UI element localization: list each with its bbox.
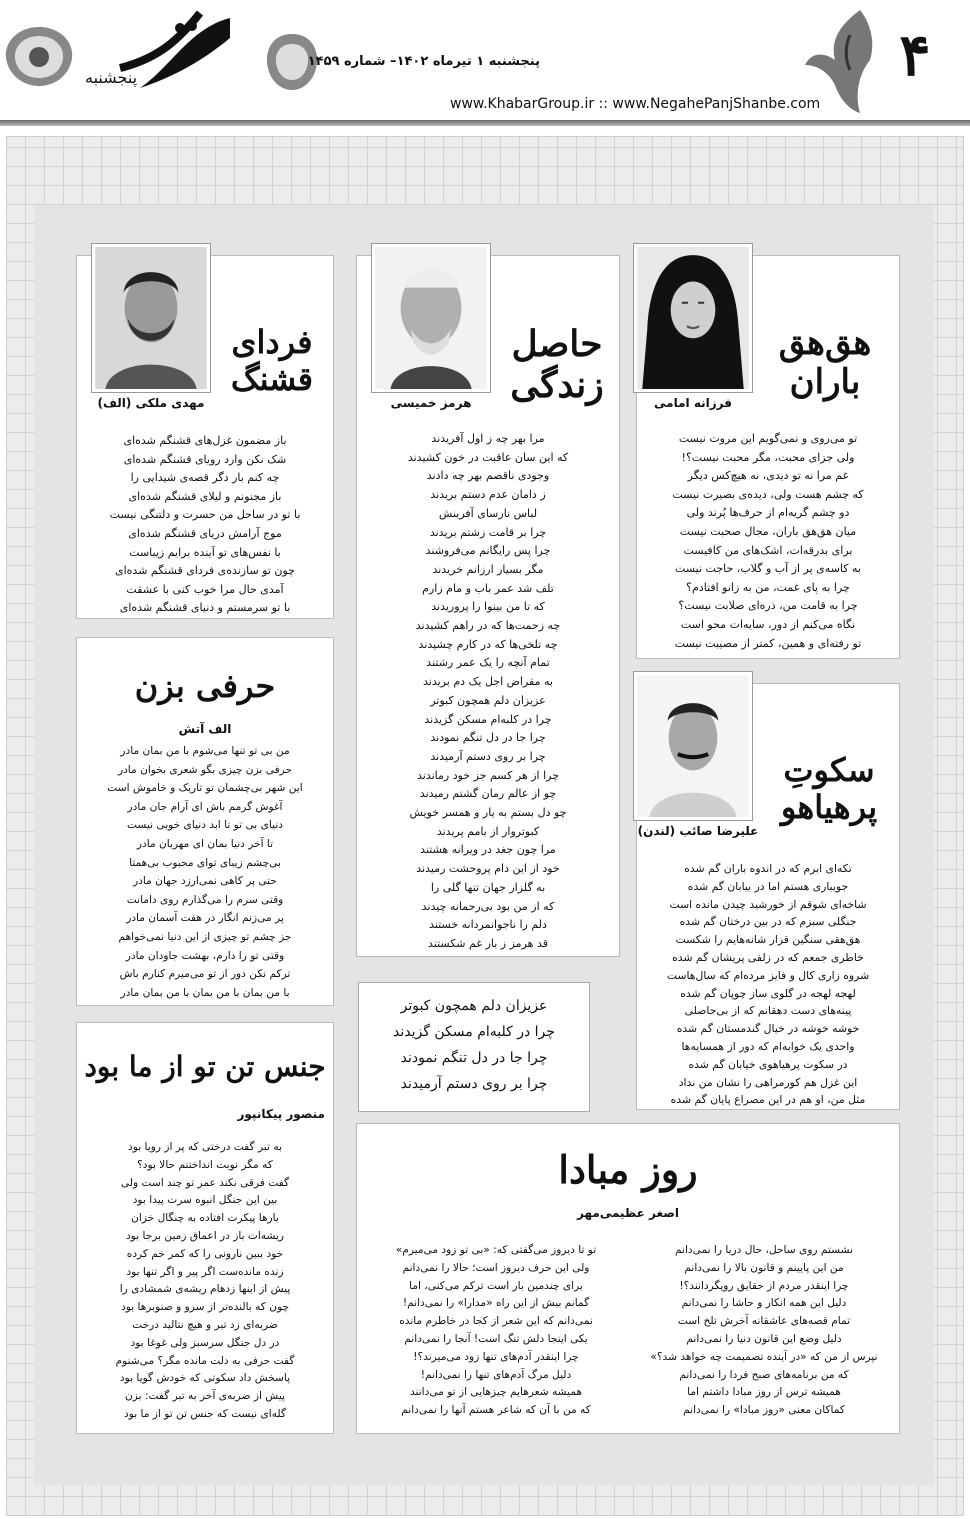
poem-text bbox=[81, 742, 329, 1002]
poem-line: برای چندمین بار است ترکم می‌کنی، اما bbox=[409, 1279, 583, 1292]
poem-line: شاخه‌ای شوقم از خورشید چیدن مانده است bbox=[669, 897, 867, 911]
poem-line: دو چشم گریه‌ام از حرف‌ها پُرند ولی bbox=[686, 506, 850, 520]
poem-line: چون تو سازنده‌ی فردای قشنگم شده‌ای bbox=[115, 564, 295, 578]
ornament-left-icon bbox=[0, 22, 78, 92]
poem-text bbox=[642, 860, 894, 1109]
poem-line: میان هق‌هق باران، مجال صحبت نیست bbox=[679, 524, 857, 538]
poem-line: قد هرمز ز بار غم شکستند bbox=[428, 936, 548, 950]
poem-line: چرا در کلبه‌ام مسکن گزیدند bbox=[424, 712, 552, 726]
page-number: ۴ bbox=[899, 21, 931, 89]
poem-line: ولی این حرف دیروز است؛ حالا را نمی‌دانم bbox=[402, 1261, 590, 1274]
poem-line: دنیای بی تو تا ابد دنیای خوبی نیست bbox=[127, 819, 283, 832]
author-name: هرمز خمیسی bbox=[390, 396, 472, 410]
poem-line: تا آخر دنیا بمان ای مهربان مادر bbox=[136, 837, 274, 850]
poem-line: تو می‌روی و نمی‌گویم این مروت نیست bbox=[678, 432, 858, 445]
poem-line: حرفی بزن چیزی بگو شعری بخوان مادر bbox=[117, 763, 293, 776]
poem-line: شک نکن وارد رویای قشنگم شده‌ای bbox=[123, 452, 287, 466]
logo-subtitle: پنجشنبه bbox=[85, 68, 138, 87]
poem-line: گله‌ای نیست که جنس تن تو از ما بود bbox=[124, 1407, 286, 1420]
author-name: مهدی ملکی (الف) bbox=[97, 396, 205, 410]
quote-line: چرا بر روی دستم آرمیدند bbox=[400, 1076, 548, 1092]
poem-line: که مگر نوبت انداختنم حالا بود؟ bbox=[137, 1158, 273, 1171]
article-haqhaq-baran bbox=[636, 255, 900, 659]
article-fardaye-ghashang bbox=[76, 255, 334, 619]
article-title bbox=[213, 324, 331, 398]
poem-line: نشستم روی ساحل، حال دریا را نمی‌دانم bbox=[674, 1244, 854, 1256]
poem-line: آمدی حال مرا خوب کنی با عشقت bbox=[126, 582, 284, 596]
poem-line: به مقراض اجل یک دم بریدند bbox=[423, 675, 553, 689]
title-line: هق‌هق bbox=[778, 323, 872, 363]
poem-line: آغوش گرمم باش ای آرام جان مادر bbox=[127, 800, 283, 813]
poem-line: چون که بالنده‌تر از سرو و صنوبرها بود bbox=[120, 1301, 290, 1314]
poem-line: پینه‌های دست دهقانم که از بی‌حاصلی bbox=[684, 1004, 852, 1018]
poem-text bbox=[81, 1139, 329, 1424]
quote-line: چرا در کلبه‌ام مسکن گزیدند bbox=[393, 1024, 555, 1040]
poem-line: با نفس‌های تو آینده برایم زیباست bbox=[129, 545, 281, 559]
poem-line: که من با آن که شاعر هستم آنها را نمی‌دانم bbox=[401, 1404, 591, 1417]
article-title bbox=[492, 324, 622, 407]
poem-line: تکه‌ای ابرم که در اندوه باران گم شده bbox=[684, 862, 852, 875]
poem-line: عزیزان دلم همچون کبوتر bbox=[430, 693, 546, 707]
article-sokut-porhayahu bbox=[636, 683, 900, 1110]
quote-line: چرا جا در دل تنگم نمودند bbox=[400, 1050, 548, 1066]
poem-line: بین این جنگل انبوه سرت پیدا بود bbox=[132, 1194, 278, 1207]
poem-line: باز مضمون غزل‌های قشنگم شده‌ای bbox=[123, 434, 287, 447]
poem-line: مرا چون جغد در ویرانه هشتند bbox=[420, 843, 556, 857]
poem-line: چو از عالم رمان گشتم رمیدند bbox=[419, 787, 557, 801]
poem-text bbox=[362, 430, 614, 954]
poem-line: لهجه لهجه در گلوی ساز چوپان گم شده bbox=[680, 986, 856, 1000]
poem-line: وقتی سرم را می‌گذارم روی دامانت bbox=[126, 893, 284, 906]
poem-line: پر می‌زنم انگار در هفت آسمان مادر bbox=[126, 912, 284, 925]
poem-line: خود ببین نارونی را که کمر خم کرده bbox=[126, 1247, 284, 1260]
poem-line: به گلزار جهان تنها گلی را bbox=[430, 880, 546, 894]
author-name: اصغر عظیمی‌مهر bbox=[577, 1206, 679, 1220]
portrait-icon bbox=[95, 247, 207, 389]
website-links[interactable]: www.KhabarGroup.ir :: www.NegahePanjShanbe.com bbox=[450, 96, 821, 112]
poem-line: در دل جنگل سرسبز ولی غوغا بود bbox=[130, 1336, 280, 1349]
poem-line: چرا به قامت من، ذره‌ای صلابت نیست؟ bbox=[678, 599, 858, 613]
author-photo-alireza bbox=[633, 671, 753, 821]
poem-line: من این پایینم و قانون بالا را نمی‌دانم bbox=[684, 1261, 844, 1274]
poem-line: چو دل بستم به یار و همسر خویش bbox=[409, 806, 567, 820]
poem-line: حتی پر کاهی نمی‌ارزد جهان مادر bbox=[133, 875, 277, 888]
header-divider bbox=[0, 120, 970, 126]
poem-column-right bbox=[637, 1242, 891, 1420]
poem-line: چه کنم بار دگر قصه‌ی شیدایی را bbox=[130, 471, 280, 485]
title-line: باران bbox=[789, 362, 861, 403]
poem-line: واحدی یک خوابه‌ام که دور از همسایه‌ها bbox=[681, 1039, 855, 1053]
poem-line: چرا بر روی دستم آرمیدند bbox=[430, 749, 546, 763]
poem-line: با تو سرمستم و دنیای قشنگم شده‌ای bbox=[119, 601, 291, 615]
poem-line: لباس نارسای آفرینش bbox=[438, 506, 538, 520]
poem-line: که این سان عاقبت در خون کشیدند bbox=[407, 450, 569, 464]
phoenix-icon bbox=[800, 5, 880, 115]
poem-line: چرا از هر کسم جز خود رماندند bbox=[417, 768, 559, 782]
poem-line: خود از این دام پروحشت رمیدند bbox=[416, 862, 560, 876]
poem-line: پاسخش داد سکوتی که خودش گویا بود bbox=[119, 1372, 291, 1385]
poem-line: چرا بر قامت زشتم بریدند bbox=[429, 525, 547, 539]
poem-line: جنگلی سبزم که در بین درختان گم شده bbox=[679, 915, 857, 929]
poem-line: دلیل مرگ آدم‌های تنها را نمی‌دانم! bbox=[420, 1368, 572, 1381]
poem-line: یکی اینجا دلش تنگ است! آنجا را نمی‌دانم bbox=[404, 1332, 588, 1345]
poem-line: تو رفته‌ای و همین، کمتر از مصیبت نیست bbox=[674, 636, 862, 650]
poem-line: به کاسه‌ی پر از آب و گلاب، حاجت نیست bbox=[675, 562, 861, 576]
poem-line: مگر بسیار ارزانم خریدند bbox=[432, 562, 544, 576]
poem-line: به تبر گفت درختی که پر از رویا بود bbox=[128, 1141, 282, 1153]
article-ruz-mabada bbox=[356, 1123, 900, 1434]
poem-line: گمانم بیش از این راه «مدارا» را نمی‌دانم! bbox=[402, 1297, 590, 1310]
author-name: منصور پیکانپور bbox=[237, 1107, 325, 1121]
poem-line: که چشم هست ولی، دیده‌ی بصیرت نیست bbox=[672, 487, 864, 501]
poem-line: دلم را ناجوانمردانه خستند bbox=[429, 918, 547, 932]
article-harfi-bezan bbox=[76, 637, 334, 1006]
poem-line: که تا من بینوا را پروریدند bbox=[431, 600, 545, 614]
title-line: قشنگ bbox=[230, 359, 314, 398]
poem-line: این غزل هم کورمراهی را نشان من نداد bbox=[678, 1075, 858, 1089]
poem-line: با من بمان با من بمان با من بمان مادر bbox=[120, 986, 290, 999]
author-name: الف آتش bbox=[178, 722, 232, 736]
poem-line: که از من بود بی‌رحمانه چیدند bbox=[421, 899, 555, 913]
poem-line: من بی تو تنها می‌شوم با من بمان مادر bbox=[120, 745, 290, 757]
poem-line: کبوتروار از بامم پریدند bbox=[436, 824, 540, 838]
poem-line: تلف شد عمر باب و مام زارم bbox=[422, 581, 554, 595]
portrait-icon bbox=[637, 247, 749, 389]
poem-line: پیش از ضربه‌ی آخر به تبر گفت: بزن bbox=[125, 1390, 285, 1403]
article-title: روز مبادا bbox=[558, 1147, 698, 1192]
article-title: جنس تن تو از ما بود bbox=[84, 1050, 326, 1083]
poem-line: خاطری جمعم که در زلفی پریشان گم شده bbox=[672, 950, 864, 964]
newspaper-logo bbox=[80, 8, 260, 108]
poem-text bbox=[642, 430, 894, 653]
poem-line: زنده مانده‌ست اگر پیر و اگر تنها بود bbox=[126, 1265, 284, 1278]
poem-line: تمام آنچه را یک عمر رشتند bbox=[426, 656, 550, 670]
poem-line: دلیل این همه انکار و حاشا را نمی‌دانم bbox=[681, 1297, 847, 1310]
poem-line: وجودی ناقصم بهر چه دادند bbox=[426, 469, 550, 483]
portrait-icon bbox=[637, 675, 749, 817]
poem-line: همیشه ترس از روز مبادا داشتم اما bbox=[687, 1386, 841, 1399]
poem-line: تمام قصه‌های عاشقانه آخرش تلخ است bbox=[677, 1315, 851, 1328]
title-line: پرهیاهو bbox=[780, 787, 878, 826]
author-photo-mehdi bbox=[91, 243, 211, 393]
author-photo-hormoz bbox=[371, 243, 491, 393]
poem-line: ز دامان عدم دستم بریدند bbox=[430, 488, 546, 502]
title-line: سکوتِ bbox=[783, 751, 875, 789]
poem-line: وقتی تو را دارم، بهشت جاودان مادر bbox=[125, 949, 285, 962]
title-line: زندگی bbox=[510, 364, 604, 407]
poem-line: غم مرا نه تو دیدی، نه هیچ‌کس دیگر bbox=[687, 469, 849, 483]
article-jens-tan bbox=[76, 1022, 334, 1434]
poem-line: چرا پس رایگانم می‌فروشند bbox=[425, 544, 551, 558]
poem-line: چرا به پای غمت، من به زانو افتادم؟ bbox=[686, 580, 850, 594]
poem-line: تو تا دیروز می‌گفتی که: «بی تو زود می‌میرم» bbox=[395, 1244, 597, 1256]
poem-line: چرا اینقدر مردم از حقایق رویگردانند؟! bbox=[679, 1279, 849, 1292]
article-title bbox=[765, 752, 893, 826]
poem-line: ریشه‌ات باز در اعماق زمین برجا بود bbox=[125, 1229, 285, 1242]
date-issue: پنجشنبه ۱ تیرماه ۱۴۰۲– شماره ۱۴۵۹ bbox=[307, 54, 540, 69]
poem-line: چرا اینقدر آدم‌های تنها زود می‌میرند؟! bbox=[413, 1350, 579, 1363]
poem-line: ترکم نکن دور از تو می‌میرم کنارم باش bbox=[119, 968, 291, 981]
poem-line: که من برنامه‌های صبح فردا را نمی‌دانم bbox=[679, 1368, 849, 1381]
poem-line: جویباری هستم اما در بیابان گم شده bbox=[687, 879, 849, 893]
poem-line: ولی جزای محبت، مگر محبت نیست؟! bbox=[681, 450, 855, 464]
poem-line: خوشه خوشه در خیال گندمستان گم شده bbox=[676, 1022, 860, 1036]
poem-line: بارها پیکرت افتاده به چنگال خزان bbox=[131, 1212, 279, 1225]
poem-line: ضربه‌ای زد تبر و هیچ نتالید درخت bbox=[132, 1318, 278, 1331]
poem-line: مرا بهر چه ز اول آفریدند bbox=[431, 432, 545, 445]
poem-line: موج آرامش دریای قشنگم شده‌ای bbox=[128, 526, 282, 540]
poem-line: با تو در ساحل من حسرت و دلتنگی نیست bbox=[109, 508, 301, 522]
poem-line: دلیل وضع این قانون دنیا را نمی‌دانم bbox=[686, 1332, 842, 1345]
author-name: فرزانه امامی bbox=[654, 396, 732, 410]
poem-line: برای بدرقه‌ات، اشک‌های من کافیست bbox=[683, 543, 853, 557]
title-line: حاصل bbox=[511, 323, 603, 365]
poem-line: کماکان معنی «روز مبادا» را نمی‌دانم bbox=[683, 1404, 845, 1417]
poem-line: این شهر بی‌چشمان تو تاریک و خاموش است bbox=[107, 782, 303, 795]
article-title bbox=[765, 324, 885, 402]
poem-text bbox=[82, 432, 328, 618]
poem-line: چرا جا در دل تنگم نمودند bbox=[430, 731, 546, 745]
poem-line: مثل من، او هم در این مصراع پایان گم شده bbox=[670, 1093, 866, 1107]
poem-line: پیش از اینها زدهام ریشه‌ی شمشادی را bbox=[119, 1283, 291, 1296]
quote-line: عزیزان دلم همچون کبوتر bbox=[400, 998, 548, 1014]
pull-quote bbox=[358, 982, 590, 1112]
poem-line: نگاه می‌کنم از دور، سایه‌ات محو است bbox=[680, 617, 856, 631]
poem-line: بی‌چشم زیبای توای محبوب بی‌همتا bbox=[129, 856, 281, 869]
poem-line: چه زحمت‌ها که در راهم کشیدند bbox=[415, 619, 561, 633]
poem-line: گفت فرقی نکند عمر تو چند است ولی bbox=[120, 1176, 290, 1189]
author-name: علیرضا صائب (لندن) bbox=[637, 824, 759, 838]
poem-line: همیشه شعرهایم چیزهایی از تو می‌دانند bbox=[409, 1386, 583, 1399]
poem-line: نمی‌دانم که این شعر از کجا در خاطرم مانده bbox=[399, 1315, 593, 1328]
poem-line: هق‌هقی سنگین قرار شانه‌هایم را شکست bbox=[675, 933, 861, 947]
poem-line: باز مجنونم و لیلای قشنگم شده‌ای bbox=[128, 489, 282, 503]
title-line: فردای bbox=[231, 323, 313, 361]
article-hasel-zendegi bbox=[356, 255, 620, 957]
poem-line: نپرس از من که «در آینده تصمیمت چه خواهد شد؟» bbox=[650, 1350, 878, 1363]
poem-column-left bbox=[365, 1242, 627, 1420]
article-title: حرفی بزن bbox=[134, 667, 276, 705]
poem-line: در سکوت پرهیاهوی خیابان گم شده bbox=[688, 1057, 848, 1071]
poem-line: گفت حرفی به دلت مانده مگر؟ می‌شنوم bbox=[115, 1354, 295, 1367]
poem-line: جز چشم تو چیزی از این دنیا نمی‌خواهم bbox=[118, 930, 292, 943]
poem-line: شروه زاری کال و فایز مرده‌ام که سال‌هاست bbox=[666, 968, 870, 982]
portrait-icon bbox=[375, 247, 487, 389]
author-photo-farzaneh bbox=[633, 243, 753, 393]
poem-line: چه تلخی‌ها که در کارم چشیدند bbox=[418, 637, 558, 651]
page-header bbox=[0, 0, 970, 130]
